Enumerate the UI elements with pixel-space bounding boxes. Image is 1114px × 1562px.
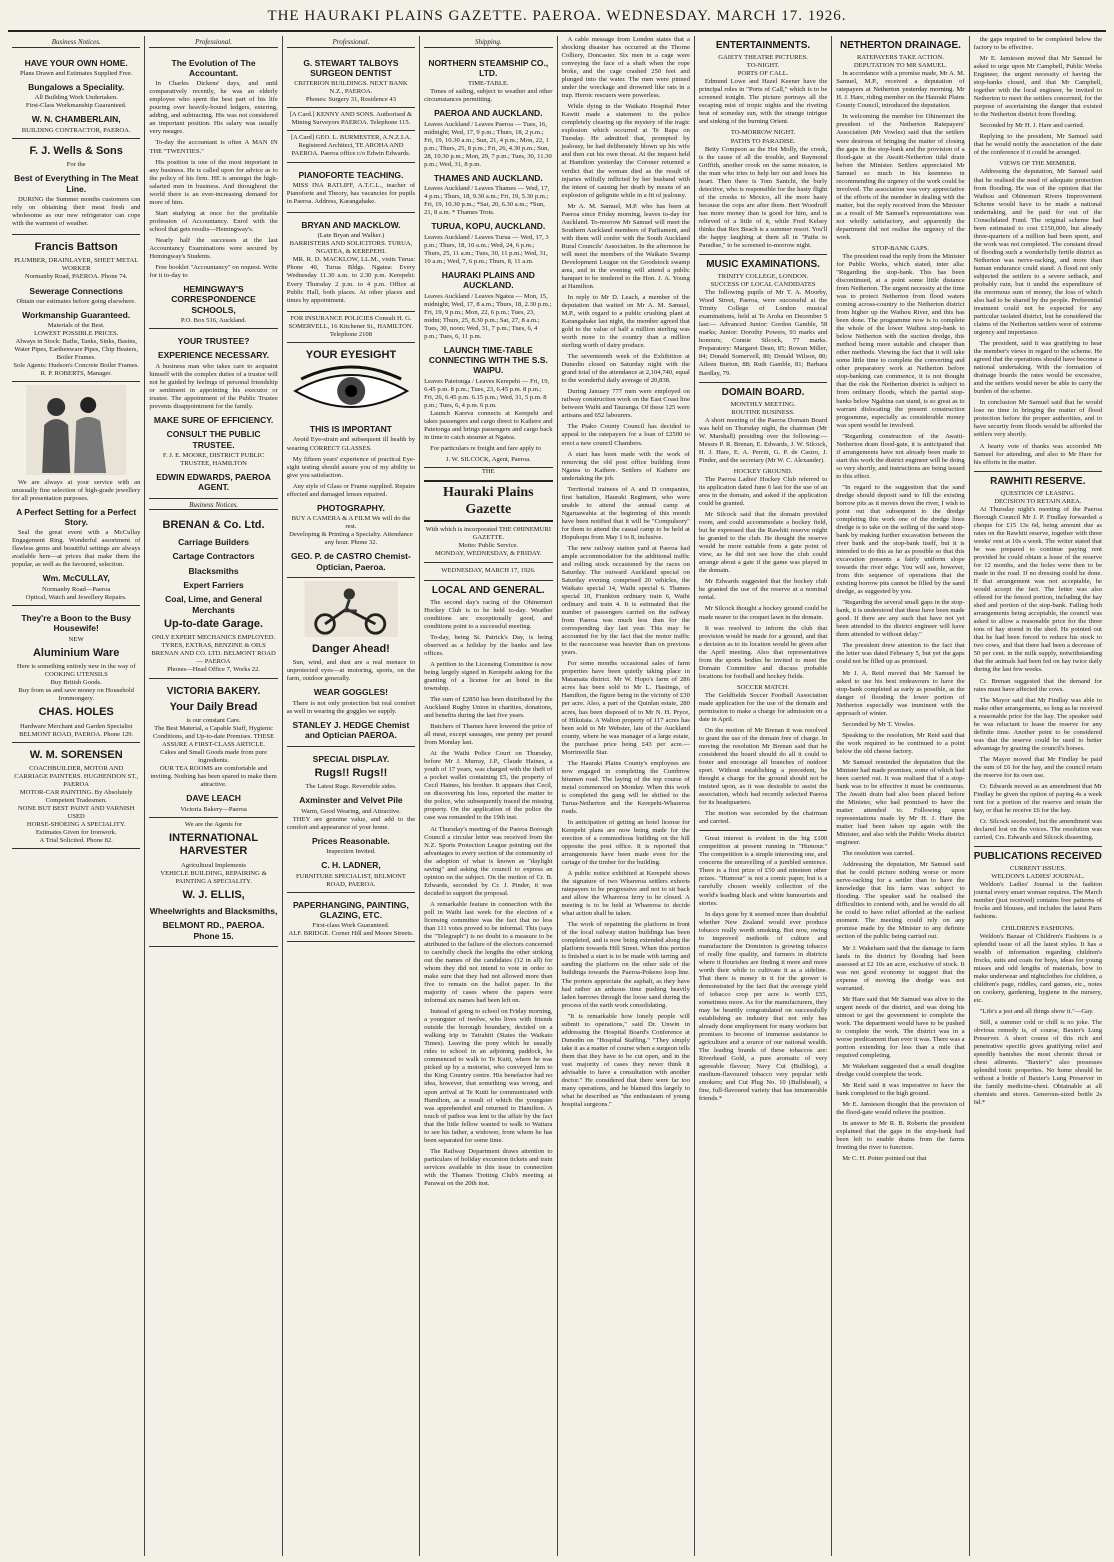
article-subheading: SUCCESS OF LOCAL CANDIDATES <box>710 281 816 289</box>
ad-text: LOWEST POSSIBLE PRICES. <box>34 330 119 338</box>
article-subheading: ROUTINE BUSINESS. <box>731 408 795 416</box>
ad-heading: DAVE LEACH <box>186 793 241 804</box>
ad-heading: Danger Ahead! <box>312 642 390 655</box>
issue-date: WEDNESDAY, MARCH 17, 1926. <box>441 567 536 575</box>
ad-text: Sun, wind, and dust are a real menace to unprotected eyes—at motoring, sports, on the farm, outdoor generally. <box>286 659 416 683</box>
article-paragraph: Mr J. Wakeham said that the damage to farm lands in the district by flooding had been assessed at £2 10s an acre, exclusive of stock. It was not good economy to suggest that the expense of moving the dredge was not warranted. <box>836 944 965 992</box>
ad-heading: Bungalows a Speciality. <box>28 81 125 92</box>
article-paragraph: Seconded by Mr T. Vowles. <box>842 720 916 728</box>
column-7 <box>832 36 969 1556</box>
article-paragraph: The Piako County Council has decided to appeal to the ratepayers for a loan of £2500 to erect a new council Chambers. <box>561 423 690 447</box>
article-paragraph: The Mayor moved that Mr Findlay be paid the sum of £6 for the hay, and the council retain the reserve for its own use. <box>973 755 1102 779</box>
ad-text: Hardware Merchant and Garden Specialist <box>19 722 133 730</box>
ad-heading: INTERNATIONAL HARVESTER <box>169 831 259 858</box>
ad-text: Free booklet "Accountancy" on request. Write for it to-day to <box>149 263 278 279</box>
ad-text: Developing & Printing a Specialty. Attendance any hour. Phone 32. <box>289 531 413 547</box>
article-paragraph: Mr A. M. Samuel, M.P. who has been at Paeroa since Friday morning, leaves to-day for Auckland. To-morrow Mr Samuel will meet the Southern Auckland members of Parliament, and with them will confer with the South Auckland Rural Councils' Association. In the afternoon he will meet the members of the Waikato Swamp Development League on the Goodstock swamp area, and in the evening will attend a public banquet to be tendered to the Hon. J. A. Young at Hamilton. <box>561 202 690 290</box>
column-2 <box>145 36 282 1556</box>
article-paragraph: Mr Silcock said that the domain provided room, and could accommodate a hockey field, but he expressed that the Rawhiti reserve might be granted to the club. He thought the reserve would be more suitable from a gate point of view, as he did not see how the club could arrange about a gate if the game was played in the domain. <box>698 511 828 575</box>
ad-text: Wheelwrights and Blacksmiths, <box>149 906 278 917</box>
article-subheading: TRINITY COLLEGE, LONDON. <box>717 273 809 281</box>
article-heading: RAWHITI RESERVE. <box>990 475 1086 487</box>
ad-heading: A Perfect Setting for a Perfect Story. <box>16 506 137 527</box>
columns <box>8 36 1106 1556</box>
ad-text: Materials of the Best. <box>47 322 105 330</box>
ad-heading: Best of Everything in The Meat Line. <box>14 173 139 194</box>
article-heading: MUSIC EXAMINATIONS. <box>706 258 820 270</box>
ad-heading: Axminster and Velvet Pile <box>299 795 403 806</box>
ad-heading: Sewerage Connections <box>29 285 123 296</box>
article-paragraph: Addressing the deputation, Mr Samuel said that he realised the need of adequate protection from flooding. He was of the opinion that the Waihou and Ohinemuri Rivers Improvement Scheme would have to be made a national undertaking, and be paid for out of the Consolidated Fund. The original scheme had been estimated to cost £150,000, but already three-quarters of a million had been spent, and the work was not completed. The constant dread of flooding such a wonderfully fertile district as Netherton was nerve-racking, and more than human endurance could stand. A flood not only subjected the settlers to a severe setback, and probably ruin, but it undid the expenditure of the enormous sum of money, the loss of which also had to be shared by the people. Preferential treatment could not be expected for any particular isolated district, but he considered the claims of the Netherton settlers were of extreme urgency and importance. <box>973 168 1102 337</box>
article-subheading: VIEWS OF THE MEMBER. <box>999 160 1077 168</box>
article-paragraph: To-day, being St. Patrick's Day, is being observed as a holiday by the banks and law offices. <box>424 633 553 657</box>
ad-heading: Wm. McCULLAY, <box>42 573 110 584</box>
ad-text: J. W. SILCOCK, Agent, Paeroa. <box>445 456 531 464</box>
ad-talboys <box>287 51 415 109</box>
article-paragraph: A remarkable feature in connection with the poll in Waihi last week for the election of a licensing committee was the fact that no less than 111 votes proved to be informal. This (says the "Telegraph") is no doubt to a measure to be attributed to the failure of the electors concerned to carefully check the lengths the other striking out the names of the candidates (12 in all) for whom they did not intend to vote in order to make sure that they had not allowed more than five to remain on the ballot paper. In the majority of cases where the papers were informal six names had been left on. <box>424 900 553 1005</box>
ad-text: First-class Work Guaranteed. <box>312 922 390 930</box>
ad-text: COOKING UTENSILS <box>44 671 108 679</box>
nameplate-days: MONDAY, WEDNESDAY, & FRIDAY. <box>435 550 542 558</box>
column-3 <box>283 36 420 1556</box>
ad-text: Phones—Head Office 7, Works 22. <box>167 666 261 674</box>
ad-heading: STANLEY J. HEDGE Chemist and Optician PAEROA. <box>292 719 410 741</box>
article-subheading: CURRENT ISSUES. <box>1009 865 1066 873</box>
article-paragraph: Cr. Brenan suggested that the demand for rates must have affected the cows. <box>973 677 1102 693</box>
article-paragraph: In conclusion Mr Samuel said that he would lose no time in bringing the matter of flood protection before the proper authorities, and to have security from floods would be afforded the settlers very shortly. <box>973 399 1102 439</box>
ad-bridge <box>287 893 415 943</box>
article-subheading: SOCCER MATCH. <box>737 683 790 691</box>
ad-heading: HAURAKI PLAINS AND AUCKLAND. <box>441 269 535 291</box>
ad-text: MR. R. D. MACKLOW, LL.M., visits Turua: Phone 40, Turua Bldgs. Ngatea: Every Wednesday 11.30 a.m. to 2.30 p.m. Kerepehi: Every Thursday 2 p.m. to 4 p.m. Office at Public Hall, both places. At other places and times by appointment. <box>286 256 416 304</box>
section-header: Professional. <box>287 38 415 48</box>
article-paragraph: In reply to Mr D. Leach, a member of the deputation that waited on Mr A. M. Samuel, M.P., with regard to a public crushing plant at Karangahake last night, the member agreed that gold to the value of half a million sterling was worth more to the country than a million sterling worth of dairy produce. <box>561 293 690 350</box>
article-paragraph: In accordance with a promise made, Mr A. M. Samuel, M.P., received a deputation of ratepayers at Netherton yesterday morning. Mr H. J. Hare, riding member on the Hauraki Plains County Council, introduced the deputation. <box>836 70 965 110</box>
ad-text: Leaves Patetonga / Leaves Kerepehi — Fri, 19, 6.45 p.m. 8 p.m.; Tues, 23, 6.45 p.m. 8 p.m.; Fri, 26, 6.45 p.m. 6.15 p.m.; Wed, 31, 5 p.m. 8 p.m.; Tues, 6, 4 p.m. 6 p.m. <box>424 377 550 409</box>
article-paragraph: Addressing the deputation, Mr Samuel said that he could picture nothing worse or more nerve-racking for a settler than to have the knowledge that his farm was subject to flooding. The speaker said he realised the difficulties to contend with, and he would do all he could to have relief afforded at the earliest moment. The meeting could rely on any promise made by the Minister to any definite section of the public being carried out. <box>836 861 965 941</box>
ad-heading: Up-to-date Garage. <box>164 617 264 630</box>
ad-heading: YOUR TRUSTEE? <box>177 336 250 347</box>
article-paragraph: The second day's racing of the Ohinemuri Hockey Club is to be held to-day. Weather conditions are exceptionally good, and conditions point to a successful meeting. <box>424 598 553 630</box>
ad-heading: HAVE YOUR OWN HOME. <box>24 57 128 68</box>
article-paragraph: At Thursday's meeting of the Paeroa Borough Council a circular letter was received from the N.Z. Sports Protection League pointing out the advantages to every section of the community of the adoption of what is known as "daylight saving" and asking the council to express an opinion on the subject. On the motion of Cr. B. Edwards, seconded by Cr. J. Pinder, it was decided to support the proposal. <box>424 825 553 897</box>
ad-bryan-macklow <box>287 213 415 312</box>
section-header: Business Notices. <box>12 38 140 48</box>
article-paragraph: For some months occasional sales of farm properties have been quietly taking place in Matamata district. Mr W. Hopo's farm of 286 acres has been sold to Mr L. Hastings, of Hamilton, the figure being in the vicinity of £30 per acre. Also, a part of the Quinlan estate, 280 acres, has been disposed of to Mr N. H. Pryce, of Hikutaia. A Walton property of 117 acres has been sold to Mr Webster, late of the Auckland county, where he was manager of a large estate, the purchase price being £43 per acre.—Morrinsville Star. <box>561 660 690 756</box>
column-1 <box>8 36 145 1556</box>
ad-text: MOTOR-CAR PAINTING. By Absolutely Competent Tradesmen. <box>19 789 133 805</box>
article-paragraph: The president read the reply from the Minister for Public Works, which stated, inter alia: "Regarding the stop-bank. This has been discontinued, at a point some little distance from Netherton. The urgent necessity at the time was to protect Netherton from flood waters coming across-country to the Netherton district from higher up the Waihou River, and this has been done. The programme now is to complete the whole of the lower Waihou stop-bank to below Netherton with the suction dredge, this method being more suitable and cheaper than other methods. Viewing the fact that it will take some little time to complete the converting and other preparatory work at Netherton before stop-banking can commence, it is not thought that the risk the Netherton district is subject to from ordinary floods, which the partial stop-banks below Ngahina can stand, is so great as to warrant dislocating the present construction programme, especially as considerable money was spent would be involved. <box>836 252 965 429</box>
ad-heading: Your Daily Bread <box>169 700 258 713</box>
masthead: THE HAURAKI PLAINS GAZETTE. PAEROA. WEDNESDAY. MARCH 17. 1926. <box>8 6 1106 32</box>
ad-text: Leaves Auckland / Leaves Turua — Wed, 17, 3 p.m.; Thurs, 18, 10 a.m.; Wed, 24, 6 p.m.; Thurs, 25, 11 a.m.; Tues, 30, 11 p.m.; Wed, 31, 10 a.m.; Wed, 7, 6 p.m.; Thurs, 8, 11 a.m. <box>424 233 549 265</box>
ad-public-trustee <box>149 329 277 499</box>
ad-sorensen <box>12 743 140 850</box>
ad-ladner <box>287 747 415 893</box>
ad-hemingway <box>149 51 277 330</box>
article-paragraph: The following pupils of Mr T. A. Moorby, Wood Street, Paeroa, were successful at the Trinity College of London musical examinations, held at Te Aroha on December 5 last:— Advanced Junior: Gordon Gamble, 58 marks; Junior: Dorothy Powers, 93 marks and honours; Connie Silcock, 77 marks. Preparatory: Margaret Dean, 85; Rowan Miller, 84; Donald Somervell, 80; Donald Wilson, 80; Aileen Burton, 88; Ruth Gamble, 81; Barbara Bardlay, 79. <box>698 289 828 377</box>
ad-text: NONE BUT BEST PAINT AND VARNISH USED <box>17 805 135 821</box>
ad-heading: NORTHERN STEAMSHIP CO., LTD. <box>428 57 549 78</box>
article-paragraph: The motion was seconded by the chairman and carried. <box>698 810 828 826</box>
article-paragraph: The seventeenth week of the Exhibition at Dunedin closed on Saturday night with the grand total of the attendance at 2,104,740, equal to the wonderful daily average of 20,838. <box>561 353 690 385</box>
ad-text: A business man who takes care to acquaint himself with the complex duties of a trustee will not be guided by feelings of personal friendship or sentiment in appointing his executor or trustee. The appointment of the Public Trustee prevents disappointment for the family. <box>149 362 278 410</box>
article-paragraph: Great interest is evident in the big £100 competition at present running in "Humour." The competition is a simple interesting one, and concerns the unravelling of a jumbled sentence. There is a first prize of £50 and nineteen other prizes. "Humour" is not a comic paper, but is a carefully chosen weekly collection of the world's leading black and white humourists and stories. <box>698 835 828 907</box>
ad-heading: The Evolution of The Accountant. <box>171 57 256 78</box>
article-paragraph: The president, said it was gratifying to hear the member's views in regard to the scheme. He agreed that the operations should have become a national undertaking. With the formation of drainage boards the rates would be excessive, and the settlers would never be able to carry the burden of the scheme. <box>973 340 1102 396</box>
ad-text: Carriage Builders <box>178 536 249 547</box>
article-subheading: CHILDREN'S FASHIONS. <box>1001 924 1075 932</box>
article-paragraph: In days gone by it seemed more than doubtful whether New Zealand would ever produce tobacco really worth smoking. But now, owing to improved methods of culture and manufacture the Dominion is growing tobacco of really fine quality, and farmers in districts where it flourishes are finding it more and more worth their while to cultivate it as a sideline. That there is money in it for the grower is demonstrated by the fact that the average yield of tobacco crop per acre is worth £55, sometimes more. As for the manufacturers, they may be heartily congratulated on successfully establishing an industry that not only has already done employment for many workers but promises to become of immense assistance to agriculture and a source of our national wealth. The leading brands of these tobaccos are: Riverhead Gold, a pure aromatic of very agreeable flavour; Navy Cut (Bulldog), a medium-flavoured tobacco very popular with smokers; and Cut Plug No. 10 (Bullshead), a fine, full-flavoured variety that has innumerable friends.* <box>698 910 828 1103</box>
ad-heading: C. H. LADNER, <box>321 860 381 871</box>
ad-ellis <box>149 818 277 947</box>
ad-battson <box>12 235 140 382</box>
ad-heading: PAEROA AND AUCKLAND. <box>434 108 543 119</box>
article-paragraph: At the Waihi Police Court on Thursday, before Mr J. Murray, J.P., Claude Haines, a youth of 17 years, was charged with the theft of a pocket wallet containing £5, the property of Cecil Haines, his brother. It appears that Cecil, on discovering his loss, reported the matter to the police, who subsequently traced the missing property. On the application of the police the case was remanded to the 19th inst. <box>424 750 553 822</box>
article-paragraph: Instead of going to school on Friday morning, a youngster of twelve, who lives with friends outside the borough boundary, decided on a walking trip to Tairahiti (States the Waikato Times). Leaving the pony which he usually rides to school in an adjoining paddock, he commenced to walk to Te Kuiti, where he was picked up by a motorist, who conveyed him to the King Country centre. His benefactor had no idea, however, that something was wrong, and upon arrival at Te Kuiti he communicated with Hamilton, as a result of which the youngster was apprehended and returned to Hamilton. A touch of pathos was lent to the affair by the fact that the little fellow wanted to walk to Waitara to see his father, a widower, from whom he has been separated for some time. <box>424 1008 553 1144</box>
ad-heading: HEMINGWAY'S CORRESPONDENCE SCHOOLS, <box>171 283 256 315</box>
ad-text: We are always at your service with an unusually fine selection of high-grade jewellery for all presentation purposes. <box>12 478 141 502</box>
ad-goggles <box>287 578 415 747</box>
article-paragraph: The president drew attention to the fact that the letter was dated February 5, but yet the gaps could not be filled up as promised. <box>836 642 965 666</box>
ad-text: In Charles Dickens' days, and until comparatively recently, he was an elderly employee who spent the best part of his life pouring over heavily-bound ledgers, entering, adding, and subtracting. His was not considered an important position. His salary was usually very meagre. <box>149 80 278 136</box>
ad-text: BELMONT RD., PAEROA. Phone 15. <box>162 920 265 941</box>
ad-wells <box>12 139 140 235</box>
ad-text: OUR TEA ROOMS are comfortable and inviting. Nothing has been spared to make them attractive. <box>150 765 277 789</box>
article-paragraph: Mr Edwards suggested that the hockey club be granted the use of the reserve at a nominal rental. <box>698 578 828 602</box>
ad-heading: VICTORIA BAKERY. <box>166 685 261 697</box>
article-paragraph: A cable message from London states that a shocking disaster has occurred at the Thorne Colliery, Doncaster. Six men in a cage were conveying the face of a shaft when the rope broke, and the cage crashed 250 feet and plunged into the water. The men were pinned under the wreckage and drowned like rats in a trap. Heroic rescuers were powerless. <box>561 36 690 100</box>
ad-pianoforte <box>287 163 415 213</box>
ad-text: [A Card.] KENNY AND SONS. Authorised & Mining Surveyors PAEROA. Telephone 115. <box>289 111 413 127</box>
ad-chamberlain <box>12 51 140 139</box>
ad-heading: Francis Battson <box>34 241 118 254</box>
ad-text: BUILDING CONTRACTOR, PAEROA. <box>21 126 131 134</box>
ad-text: BRENAN AND CO. LTD. BELMONT ROAD — PAEROA <box>151 650 276 666</box>
nameplate-the: THE <box>481 468 495 476</box>
ad-heading: They're a Boon to the Busy Housewife! <box>21 612 132 634</box>
ad-text: Here is something entirely new in the way of <box>16 663 136 671</box>
ad-heading: Workmanship Guaranteed. <box>22 309 131 320</box>
article-subheading: TO-MORROW NIGHT. <box>730 129 796 137</box>
ad-text: HORSE-SHOEING A SPECIALITY. <box>26 821 126 829</box>
ad-text: Buy from us and save money on Household Ironmongery. <box>18 687 134 703</box>
ad-text: First-Class Workmanship Guaranteed. <box>25 102 127 110</box>
article-paragraph: Mr E. Jamieson thought that the provision of the flood-gate would relieve the position. <box>836 1101 965 1117</box>
article-subheading: GAIETY THEATRE PICTURES. <box>718 54 808 62</box>
ad-text: Any style of Glass or Frame supplied. Repairs effected and damaged lenses repaired. <box>286 482 416 498</box>
ad-text: CRITERION BUILDINGS. NEXT BANK N.Z., PAEROA. <box>294 80 408 96</box>
article-paragraph: A hearty vote of thanks was accorded Mr Samuel for attending, and also to Mr Hare for his efforts in the matter. <box>973 442 1102 466</box>
article-paragraph: At Thursday night's meeting of the Paeroa Borough Council Mr J. P. Findlay forwarded a cheque for £15 13s 6d, being amount due as rates on the Rawhiti reserve, together with three weeks' rent at 10s a week. The writer stated that he was prepared to continue paying rent provided he could obtain a lease of the reserve for 12 months, and the holes were then to be made in the road. If no dressing could be done. If that arrangement was not acceptable, he would accept the fact. The letter was also offered for the fenced portion, including the hay shed and portion of the stop-bank. Failing both arrangements being acceptable, the council was asked to allow a reasonable price for the three tons of hay stored in the shed. He pointed out that he had been forced to reduce his stock to two cows, and that there had been a decrease of 50 per cent. in the milk supply, notwithstanding that the animals had been fed on hay twice daily during the last few weeks. <box>973 505 1102 674</box>
article-subheading: RATEPAYERS TAKE ACTION. <box>856 54 944 62</box>
article-paragraph: The Mayor said that Mr Findlay was able to make other arrangements, so long as he received a reasonable price for the hay. The speaker said he was reluctant to lease the reserve for any definite time. Another point to be considered was that the reserve could be used to better advantage by grazing the council's horses. <box>973 696 1102 752</box>
article-paragraph: A public notice exhibited at Kerepehi shows the signature of two Whareroa settlers exhorts ratepayers to be progressive and not to sit back and allow the Whareroa ferry to be closed. A meeting is to be held at Whareroa to decide what action shall be taken. <box>561 870 690 918</box>
ad-text: We are the Agents for <box>184 820 243 828</box>
ad-text: For particulars re freight and fare apply to <box>430 445 541 453</box>
ad-text: Cakes and Small Goods made from pure ingredients. <box>160 749 268 765</box>
ad-text: MISS INA RATLIFF, A.T.C.L., teacher of Pianoforte and Theory, has vacancies for pupils in Paeroa. Address, Karangahake. <box>286 181 416 205</box>
ad-text: TIME-TABLE. <box>467 80 509 88</box>
article-subheading: DEPUTATION TO MR SAMUEL. <box>853 62 947 70</box>
article-subheading: PATHS TO PARADISE. <box>730 137 796 145</box>
column-6 <box>695 36 832 1556</box>
article-paragraph: The Railway Department draws attention to particulars of holiday excursion tickets and train services available in this issue in connection with the Thames Trotting Club's meeting at Parawai on the 20th inst. <box>424 1147 553 1187</box>
article-paragraph: Mr E. Jamieson moved that Mr Samuel be asked to urge upon Mr Campbell, Public Works Engineer, the urgent necessity of having the stop-banks closed, and that Mr Campbell, together with the local engineer, be invited to Netherton to meet the settlers concerned, for the purpose of ascertaining the danger that existed to the Netherton district from flooding. <box>973 55 1102 119</box>
ad-heading: W. N. CHAMBERLAIN, <box>31 114 121 125</box>
ad-text: For the <box>66 161 86 169</box>
article-paragraph: A start has been made with the work of removing the old post office building from Ngatea to Kaihere. Settlers of Kaihere are undertaking the job. <box>561 450 690 482</box>
ad-heading: W. M. SORENSEN <box>29 748 123 761</box>
ad-text: FOR INSURANCE POLICIES Consult H. G. SOMERVELL, 16 Kitchener St., HAMILTON. Telephone 2108 <box>288 314 414 338</box>
ad-heading: LAUNCH TIME-TABLE CONNECTING WITH THE S.S. WAIPU. <box>428 344 548 376</box>
ad-heading: WEAR GOGGLES! <box>313 687 388 698</box>
article-paragraph: Territorial trainees of A and D companies, first battalion, Hauraki Regiment, who were unable to attend the annual camp at Ngaruawahia at the beginning of this month have been notified that it will be "Compulsory" for them to attend the casual camp to be held at Hopuhopu from May 1 to 8, inclusive. <box>561 485 690 541</box>
ad-text: Times of sailing, subject to weather and other circumstances permitting. <box>424 88 553 104</box>
ad-text: Start studying at once for the profitable profession of Accountancy. Enrol with the school that gets results—Hemingway's. <box>149 209 278 233</box>
ad-text: COACHBUILDER, MOTOR AND CARRIAGE PAINTERS. HUGHENDON ST., PAEROA <box>14 765 139 789</box>
article-subheading: QUESTION OF LEASING. <box>1000 489 1076 497</box>
ad-text: Sole Agents: Hudson's Concrete Boiler Frames. <box>13 362 140 370</box>
article-paragraph: Betty Compson as the Hot Molly, the crook, is the cause of all the trouble, and Raymond Griffith, another crook on the same mission, is the man who tries to help her out and loses his heart. Then there is Tom Santchi, the burly detective, who is responsible for the hasty flight of the crooks to Mexico, all the more hasty because the cops are after them. Bert Woodruff has more money than is good for him, and is relieved of a little of it, while Fred Kelsey thinks that Rex Beach is a summer resort. You'll die happy laughing at them all in "Paths to Paradise," to be screened to-morrow night. <box>698 145 828 249</box>
ad-text: The Best Material, a Capable Staff, Hygienic Conditions, and Up-to-date Premises. THESE ASSURE A FIRST-CLASS ARTICLE. <box>153 725 275 749</box>
article-paragraph: The Goldfields Soccer Football Association made application for the use of the domain and permission to make a charge for admission on a date in April. <box>698 691 828 723</box>
ad-heading: F. J. Wells & Sons <box>29 144 123 157</box>
ad-text: Obtain our estimates before going elsewhere. <box>16 297 136 305</box>
ad-heading: EDWIN EDWARDS, PAEROA AGENT. <box>156 472 271 493</box>
ad-victoria-bakery <box>149 679 277 818</box>
article-paragraph: "Regarding the several small gaps in the stop-bank, it is understood that these have been made good. If there are any such that have not yet been attended to the district engineer will have them attended to without delay." <box>836 599 965 639</box>
ad-text: BUY A CAMERA & A FILM We will do the rest. <box>291 515 411 531</box>
ad-somervell <box>287 312 415 343</box>
article-subheading: STOP-BANK GAPS. <box>871 244 929 252</box>
ad-text: NEW <box>68 635 84 643</box>
ad-text: Launch Kareva connects at Kerepehi and takes passengers and cargo direct to Kaihere and Patetonga and brings passengers and cargo back in time to catch steamer at Ngatea. <box>424 409 553 442</box>
article-subheading: DECISION TO RETAIN AREA. <box>994 497 1082 505</box>
ad-text: DURING the Summer months customers can rely on obtaining their meat fresh and wholesome as our new refrigerator can cope with the warmest of weather. <box>12 195 141 227</box>
ad-mccullay <box>12 382 140 605</box>
ad-text: Phones: Surgery 31, Residence 43 <box>305 96 397 104</box>
article-paragraph: Mr Reid said it was imperative to have the bank completed to the high ground. <box>836 1082 965 1098</box>
ad-heading: PIANOFORTE TEACHING. <box>298 169 404 180</box>
article-paragraph: Mr Samuel reminded the deputation that the Minister had made promises, some of which had been carried out. It was realised that if a stop-bank was to be effective it must be continuous. The Awaiti drain had also been placed before the Minister, who had promised to have the matter attended to. Following upon representations made by Mr H. J. Hare the matter had been taken up again with the Minister, and also with the Public Works district engineer. <box>836 758 965 847</box>
article-heading: LOCAL AND GENERAL. <box>431 584 545 596</box>
article-paragraph: A petition to the Licensing Committee is now being largely signed in Kerepehi asking for the granting of a license for an hotel in the township. <box>424 660 553 692</box>
article-paragraph: Mr Silcock thought a hockey ground could be made nearer to the croquet lawn in the domain. <box>698 605 828 621</box>
ad-text: Warm, Good Wearing, and Attractive. <box>301 807 401 815</box>
ad-text: VEHICLE BUILDING, REPAIRING & PAINTING A SPECIALITY. <box>160 869 267 885</box>
ad-heading: THAMES AND AUCKLAND. <box>433 172 543 183</box>
nameplate-sub: With which is incorporated THE OHINEMURI GAZETTE. <box>425 526 552 542</box>
article-heading: ENTERTAINMENTS. <box>715 40 811 51</box>
ad-heading: PHOTOGRAPHY. <box>317 502 385 513</box>
ad-text: Seal the great event with a McCullay Engagement Ring. Wonderful assortment of flawless gems and beautiful settings are always available here—at prices that make them the popular, as well as the favoured, selection. <box>12 529 141 569</box>
ad-text: Buy British Goods. <box>50 679 102 687</box>
article-paragraph: A short meeting of the Paeroa Domain Board was held on Thursday night, the chairman (Mr W. Marshall) presiding over the following:— Messrs P. R. Brenan, E. Edwards, J. W. Silcock, H. J. Hare, E. A. Perritt, G. P. de Castro, J. Pinder, and the secretary (Mr W. C. Alexander). <box>698 416 828 464</box>
ad-text: All Building Work Undertaken. <box>34 94 118 102</box>
newspaper-nameplate <box>424 468 552 580</box>
column-5 <box>558 36 695 1556</box>
article-paragraph: The work of repainting the platform in front of the local railway station buildings has been completed, and is now being extended along the platform towards Hill Street. When this portion is finished a start is to be made with tarring and sanding the platform on the other side of the buildings towards the Paeroa-Pokeno loop line. The porters appreciate the asphalt, as they have had rather an arduous time pushing heavily laden barrows through the loose sand during the process of the earth work consolidating. <box>561 921 690 1009</box>
ad-text: BARRISTERS AND SOLICITORS. TURUA, NGATEA, & KEREPEHI. <box>289 240 413 256</box>
article-paragraph: Weldon's Ladies' Journal is the fashion journal every smart woman requires. The March number (just received) contains free patterns of frocks and blouses, and includes the latest Paris fashions. <box>973 881 1102 921</box>
ad-text: Inspection Invited. <box>326 848 376 856</box>
couple-illustration <box>12 385 140 475</box>
ad-text: A Trial Solicited. Phone 82. <box>39 837 113 845</box>
ad-text: (Late Bryan and Walker.) <box>317 232 385 240</box>
section-header: Business Notices. <box>149 501 277 511</box>
ad-heading: TURUA, KOPU, AUCKLAND. <box>431 221 546 232</box>
ad-text: Victoria Bakery—Paeroa <box>180 805 247 813</box>
column-4 <box>420 36 557 1556</box>
ad-text: PLUMBER, DRAINLAYER, SHEET METAL WORKER <box>14 257 139 273</box>
article-paragraph: On the motion of Mr Brenan it was resolved to grant the use of the domain free of charge. In moving the resolution Mr Brenan said that he considered the board should do all it could to foster and encourage all branches of outdoor sport. Without establishing a precedent, he thought a charge for the ground should not be insisted upon, as it was desirable to assist the association, which had recently selected Paeroa for its headquarters. <box>698 726 828 807</box>
ad-text: TYRES, EXTRAS, BENZINE & OILS <box>161 642 266 650</box>
ad-brenan <box>149 513 277 678</box>
ad-text: Nearly half the successes at the last Accountancy Examinations were secured by Hemingway's Students. <box>149 236 278 260</box>
ad-heading: YOUR EYESIGHT <box>305 348 397 361</box>
article-paragraph: During January 777 men were employed on railway construction work on the East Coast line between Waihi and Tauranga. Of these 125 were artisans and 652 labourers. <box>561 388 690 420</box>
ad-kenny <box>287 108 415 131</box>
article-paragraph: While dying in the Waikato Hospital Peter Kawiti made a statement to the police completely clearing up the mystery of the tragic explosion which occurred at Te Rapa on Tuesday. He admitted that, prompted by jealousy, he had deliberately blown up his wife and then cut his own throat. At the inquest held at Hamilton yesterday the Coroner returned a verdict that the woman died as the result of injuries wilfully inflicted by her husband with the intent of causing her death by means of an explosion of gelignite while in a fit of jealousy. <box>561 103 690 199</box>
ad-text: is our constant Care. <box>186 717 241 725</box>
article-paragraph: In welcoming the member for Ohinemuri the president of the Netherton Ratepayers' Association (Mr Vowles) said that the settlers were desirous of bringing the matter of closing the gaps in the stop-bank and the provision of a flood-gate at the Awaiti-Netherton tidal drain before the Minister. Settlers appreciated Mr Samuel so much in his keenness in recommending the urgency of the work could be involved. The association was very appreciative of the efforts of the member in dealing with the matter, but the reply received from the Minister as a result of Mr Samuel's representations was not wholly satisfactory, and apparently the department did not realise the urgency of the work. <box>836 113 965 241</box>
ad-text: P.O. Box 516, Auckland. <box>180 317 247 325</box>
ad-text: My fifteen years' experience of practical Eye-sight testing should assure you of my ability to give you satisfaction. <box>286 455 416 479</box>
article-paragraph: "Life's a jest and all things show it."—Gay. <box>979 1007 1094 1015</box>
ad-heading: BRENAN & Co. Ltd. <box>162 519 265 532</box>
article-heading: DOMAIN BOARD. <box>721 386 805 398</box>
ad-heading: Rugs!! Rugs!! <box>314 766 388 779</box>
article-paragraph: Weldon's Bazaar of Children's Fashions is a splendid issue of all the latest styles. It has a wealth of information regarding children's frocks, suits and coats for boys, ideas for young misses and odd lengths of materials, how to make underwear and nightclothes for children, a children's page, riddles, card games, etc., notes on cookery, gardening, hygiene in the nursery, etc. <box>973 932 1102 1004</box>
article-paragraph: the gaps required to be completed below the factory to be effective. <box>973 36 1102 52</box>
ad-text: The Latest Rugs. Reversible sides. <box>305 783 397 791</box>
article-paragraph: Cr. Silcock seconded, but the amendment was declared lost on the voices. The resolution was carried, Crs. Edwards and Silcock dissenting. <box>973 818 1102 842</box>
ad-text: Normanby Road—Paeroa <box>42 585 111 593</box>
article-paragraph: Butchers of Thames have lowered the price of all meat, except sausages, one penny per pound from Monday last. <box>424 723 553 747</box>
ad-text: Plans Drawn and Estimates Supplied Free. <box>19 69 133 77</box>
ad-text: There is not only protection but real comfort as well in wearing the goggles we supply. <box>286 699 416 715</box>
ad-text: R. P. ROBERTS, Manager. <box>40 370 112 378</box>
ad-text: Always in Stock: Baths, Tanks, Sinks, Basins, Water Pipes, Earthenware Pipes, Chip Heaters, Boiler Frames. <box>14 338 138 362</box>
ad-heading: G. STEWART TALBOYS SURGEON DENTIST <box>303 57 399 78</box>
article-paragraph: The Hauraki Plains County's employees are now engaged in completing the Cumbrow bitumen road. The laying of the top course of metal commenced on Monday. When this work is completed the gang will be shifted to the Turua-Netherton and the Kerepehi-Whareroa roads. <box>561 759 690 815</box>
ad-text: His position is one of the most important in any business. He is called upon for advice as to the policy of his firm. HE is amongst the high-salaried men in business. And throughout the world there is an ever-increasing demand for more of him. <box>149 158 278 206</box>
ad-text: Leaves Auckland / Leaves Paeroa — Tues, 16, midnight; Wed, 17, 9 p.m.; Thurs, 18, 2 p.m.; Fri, 19, 10.30 a.m.; Sun, 21, 4 p.m.; Mon, 22, 1 p.m.; Thurs, 25, 8 p.m.; Fri, 26, 4.30 p.m.; Sun, 28, 10.30 p.m.; Mon, 29, 7 p.m.; Tues, 30, 11.30 p.m.; Wed, 31, 8 p.m. <box>424 120 552 168</box>
ad-text: BELMONT ROAD, PAEROA. Phone 129. <box>19 730 134 738</box>
article-paragraph: The Paeroa Ladies' Hockey Club referred to its application dated June 6 last for the use of an area in the domain, and asked if the application could be granted. <box>698 476 828 508</box>
ad-heading: W. J. ELLIS, <box>182 888 245 901</box>
ad-heading: THIS IS IMPORTANT <box>309 424 392 435</box>
article-paragraph: "It is remarkable how lonely people will submit to operations," said Dr. Unwin in addressing the Hospital Board's Conference at Dunedin on "Hospital Staffing." "They simply take it as a matter of course when a surgeon tells them that they have to be cut open, and in the vast majority of cases they never think it advisable to have a consultation with another doctor." He considered that there were far too many operations, and he blamed this largely to what he described as "the enthusiasm of young hospital surgeons." <box>561 1012 690 1108</box>
article-heading: NETHERTON DRAINAGE. <box>839 40 961 51</box>
article-paragraph: Seconded by Mr H. J. Hare and carried. <box>979 122 1085 130</box>
section-header: Shipping. <box>424 38 552 48</box>
article-paragraph: Cr. Edwards moved as an amendment that Mr Findlay be given the option of paying 4s a week rent for a portion of the reserve and retain the hay, or that he receive £6 for the hay. <box>973 782 1102 814</box>
ad-text: Normanby Road, PAEROA. Phone 74. <box>24 273 128 281</box>
nameplate-title: Hauraki Plains Gazette <box>424 480 552 522</box>
article-subheading: TO-NIGHT. <box>746 62 780 70</box>
article-paragraph: Mr J. A. Reid moved that Mr Samuel be asked to use his best endeavours to have the stop-bank completed as early as possible, as the danger of flooding the lower portion of Netherton especially was imminent with the approach of winter. <box>836 669 965 717</box>
ad-text: FURNITURE SPECIALIST, BELMONT ROAD, PAEROA. <box>295 872 406 888</box>
article-paragraph: The new railway station yard at Paeroa had ample accommodation for the additional traffic and rolling stock occasioned by the races on Saturday. The outward Auckland special on Saturday evening comprised 20 vehicles, the Waikato special 14, Waihi special 6. Thames special 10, Frankton ordinary train 6, Waihi ordinary and train 4. It is estimated that the number of passengers carried on the railway from Paeroa was much less than for the corresponding day last year. This may be accounted for by the fact that the motor traffic to the racecourse was heavier than on previous years. <box>561 544 690 657</box>
ad-heading: BRYAN AND MACKLOW. <box>301 219 401 230</box>
ad-text: Expert Farriers <box>183 579 244 590</box>
article-subheading: PORTS OF CALL. <box>737 70 789 78</box>
column-8 <box>970 36 1106 1556</box>
article-subheading: MONTHLY MEETING. <box>730 400 796 408</box>
article-paragraph: Still, a summer cold or chill is no joke. The obvious remedy is, of course, Baxter's Lung Preserver. A short course of this rich and penetrative specific gives gratifying relief and speedily banishes the most chronic throat or chest ailments. "Baxter's" also possesses splendid tonic properties. No home should be without a bottle of Baxter's Lung Preserver in the family medicine-chest. Obtainable at all chemists and stores. Generous-sized bottle 2s 6d.* <box>973 1018 1102 1107</box>
ad-heading: Aluminium Ware <box>32 646 120 659</box>
article-paragraph: Mr Hare said that Mr Samuel was alive to the urgent needs of the district, and was doing his utmost to get the government to complete the work. The department would have to be pushed to complete the work. The district was in a worse predicament than ever it was. There was a portion extending for less than a mile that required completing. <box>836 995 965 1059</box>
ad-holes <box>12 606 140 743</box>
ad-text: Cartage Contractors <box>172 551 255 562</box>
ad-burmester <box>287 131 415 162</box>
ad-text: Leaves Auckland / Leaves Thames — Wed, 17, 4 p.m.; Thurs, 18, 9.30 a.m.; Fri, 19, 5.30 p.m.; Fri, 19, 10.30 p.m.; *Sat, 20, 6.30 a.m.; *Sun, 21, 8 a.m. * Thames Trots. <box>424 185 550 217</box>
ad-text: Coal, Lime, and General Merchants <box>165 594 262 615</box>
motorcyclist-illustration <box>287 581 415 637</box>
ad-text: ALF. BRIDGE. Corner Hill and Moore Streets. <box>288 930 414 938</box>
article-paragraph: "In regard to the suggestion that the sand dredge should deposit sand to fill the existing borrow pits as it moves down the river, I wish to point out that subsequent to the dredge completing this work one of the dredge lines dredge is to take on the soiling of the sand stop-bank by making further excavation between the river bank and the stop-bank itself, but it is intended to do this as far as possible so that this excavation presents a fairly uniform slope towards the river edge. You will see, however, from this sequence of operations that the existing borrow pits cannot be filled by the sand dredge, as suggested by you. <box>836 483 965 596</box>
article-paragraph: The resolution was carried. <box>842 850 915 858</box>
ad-text: THEY are genuine value, and add to the comfort and appearance of your home. <box>286 815 416 831</box>
article-subheading: WELDON'S LADIES' JOURNAL. <box>991 873 1085 881</box>
ad-heading: EXPERIENCE NECESSARY. <box>157 350 270 361</box>
ad-text: Estimates Given for Ironwork. <box>35 829 117 837</box>
ad-heading: SPECIAL DISPLAY. <box>312 753 390 764</box>
article-paragraph: "Regarding construction of the Awaiti-Netherton drain flood-gate, it is anticipated that if arrangements have not already been made to start this work the district engineer will be doing so very shortly, and instructions are being issued to this effect. <box>836 432 965 480</box>
ad-heading: GEO. P. de CASTRO Chemist-Optician, Paeroa. <box>291 551 411 572</box>
nameplate-motto: Motto: Public Service. <box>458 542 519 550</box>
ad-text: Leaves Auckland / Leaves Ngatea — Mon, 15, midnight; Wed, 17, 8 a.m.; Thurs, 18, 2.30 p.m.; Fri, 19, 9 p.m.; Mon, 22, 6 p.m.; Tues, 23, midnt; Thurs, 25, 8.30 p.m.; Sat, 27, 8 a.m.; Tues, 30, noon; Wed, 31, 7 p.m.; Tues, 6, 4 p.m.; Tues, 6, 11 p.m. <box>424 292 552 340</box>
ad-text: [A Card] GEO. L. BURMESTER, A.N.Z.I.A. Registered Architect, TE AROHA AND PAEROA. Paeroa office c/o Edwin Edwards. <box>290 134 412 158</box>
ad-heading: PAPERHANGING, PAINTING, GLAZING, ETC. <box>293 899 409 920</box>
section-header: Professional. <box>149 38 277 48</box>
article-paragraph: Edmund Lowe and Hazel Keener have the principal roles in "Ports of Call," which is to be screened tonight. The picture portrays all the escaping mist of tropic nights and the riveting beat of someday sun, with the strange intrigue and sinking of the burning Orient. <box>698 78 828 126</box>
ad-text: To-day the accountant is often A MAN IN THE "TWENTIES." <box>149 139 278 155</box>
article-paragraph: In anticipation of getting an hotel license for Kerepehi plans are now being made for the erection of a commodious building on the hill opposite the post office. It is reported that arrangements have been made even for the cartage of the timber for the building. <box>561 818 690 867</box>
article-paragraph: Speaking to the resolution, Mr Reid said that the work required to be continued to a point below the old cheese factory. <box>836 731 965 755</box>
ad-text: ONLY EXPERT MECHANICS EMPLOYED. <box>151 634 276 642</box>
ad-eyesight <box>287 343 415 578</box>
article-paragraph: The sum of £2850 has been distributed by the Auckland Rugby Union in charities, donations, and benefits during the last five years. <box>424 696 553 720</box>
article-paragraph: Mr Wakeham suggested that a small dragline dredge could complete the work. <box>836 1062 965 1078</box>
article-paragraph: It was resolved to inform the club that provision would be made for a ground, and that a decision as to its location would be given after the April meeting. Also that representatives from the sports bodies be invited to meet the Domain Committee and discuss probable locations for football and hockey fields. <box>698 624 828 680</box>
article-subheading: HOCKEY GROUND. <box>733 467 793 475</box>
ad-heading: MAKE SURE OF EFFICIENCY. <box>153 414 274 425</box>
eye-icon <box>287 365 415 417</box>
ad-heading: Prices Reasonable. <box>311 835 390 846</box>
ad-heading: CHAS. HOLES <box>38 706 114 719</box>
article-paragraph: Replying to the president, Mr Samuel said that he would notify the association of the date of the conference if it could be arranged. <box>973 133 1102 157</box>
article-heading: PUBLICATIONS RECEIVED <box>973 851 1102 863</box>
ad-heading: CONSULT THE PUBLIC TRUSTEE. <box>166 429 261 450</box>
ad-text: Optical, Watch and Jewellery Repairs. <box>25 593 127 601</box>
article-paragraph: In answer to Mr R. B. Roberts the president explained that the gaps in the stop-bank had been left to enable drains from the farms fronting the river to function. <box>836 1120 965 1152</box>
ad-text: Agricultural Implements <box>181 861 247 869</box>
ad-text: Avoid Eye-strain and subsequent ill health by wearing CORRECT GLASSES. <box>286 436 416 452</box>
ad-text: F. J. E. MOORE, DISTRICT PUBLIC TRUSTEE, HAMILTON <box>162 452 265 468</box>
article-paragraph: Mr C. H. Potter pointed out that <box>842 1155 927 1163</box>
shipping-timetable <box>424 51 552 469</box>
ad-text: Blacksmiths <box>188 565 239 576</box>
